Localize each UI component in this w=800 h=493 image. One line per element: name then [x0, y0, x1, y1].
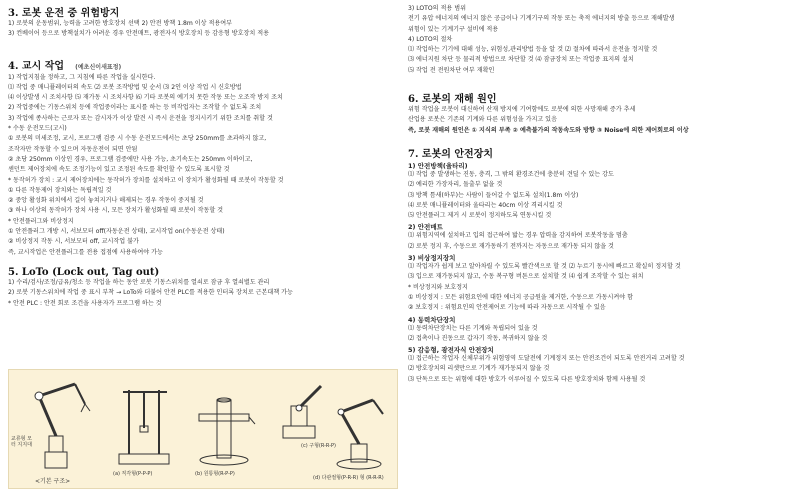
- sec6-line: 즉, 로봇 재해의 원인은 ① 지식의 부족 ② 예측불가의 작동속도와 방향 ③ Noise에 의한 제어회로의 이상: [408, 126, 689, 134]
- right-column: [408, 4, 796, 385]
- sec4-line: ② 비상정지 작동 시, 서보모터 off, 교시작업 불가: [8, 238, 139, 246]
- sec4-line: ① 안전플러그 개방 시, 서보모터 off(자동운전 상태), 교시작업 on(수동운전 상태): [8, 228, 225, 236]
- sec7-sub3: 3) 비상정지장치: [408, 254, 456, 263]
- sec7-line: ⑵ 예리한 가장자리, 돌출부 없을 것: [408, 181, 503, 189]
- sec4-line: ① 로봇의 미세조정, 교시, 프로그램 검증 시 수동 운전모드에서는 초당 250mm를 초과하지 않고,: [8, 135, 267, 143]
- sec4-line: * 안전플러그와 비상정지: [8, 217, 74, 225]
- loto-line: 4) LOTO의 절차: [408, 35, 453, 43]
- sec7-line: ⑵ 방호장치의 리셋만으로 기계가 재가동되지 않을 것: [408, 365, 550, 373]
- sec7-line: ⑵ 접촉이나 진동으로 갑자기 작동, 복귀하지 않을 것: [408, 334, 548, 342]
- sec7-line: ⑷ 로봇 매니퓰레이터와 울타리는 40cm 이상 격리시킬 것: [408, 201, 563, 209]
- sec4-line: ③ 하나 이상의 동작허가 장치 사용 시, 모든 장치가 활성화될 때 로봇이 작동할 것: [8, 207, 224, 215]
- section-6-heading: 6. 로봇의 재해 원인: [408, 94, 497, 106]
- loto-line: ⑴ 작업하는 기기에 대해 성능, 위험성,관리방법 등을 알 것 ⑵ 절차에 따라서 운전을 정지할 것: [408, 46, 658, 54]
- section-4-lines: [8, 73, 398, 258]
- caption-c: (c) 구형(R-R-P): [301, 443, 336, 449]
- sec5-line: 2) 로봇 기동스위치에 작업 중 표시 부착 → LoTo와 더불어 안전 PLC를 적용한 인터록 장치로 근본대책 가능: [8, 289, 293, 297]
- sec4-line: 조작자만 작동할 수 있으며 자동운전이 되면 안됨: [8, 145, 138, 153]
- sec6-line: 위험 작업을 로봇이 대신하여 산재 방지에 기여함에도 로봇에 의한 사망재해 증가 추세: [408, 106, 636, 114]
- sec4-line: 1) 작업지침을 정하고, 그 지침에 따른 작업을 실시한다.: [8, 73, 156, 81]
- section-4: [8, 54, 398, 73]
- loto-line: 전기 유압 에너지의 에너지 않은 공급이나 기계기구의 작동 또는 축적 에너지의 방출 등으로 재해발생: [408, 15, 675, 23]
- sec7-line: ⑶ 입으로 재가동되지 않고, 수동 복구형 버튼으로 설치할 것 ⑷ 쉽게 조작할 수 있는 위치: [408, 273, 644, 281]
- left-column: [8, 4, 398, 309]
- basic-structure-caption: <기본 구조>: [35, 478, 71, 485]
- sec7-line: ⑴ 작업자가 쉽게 보고 알아차릴 수 있도록 빨간색으로 할 것 ⑵ 누르기 동시에 빠르고 확실히 정지할 것: [408, 263, 681, 271]
- section-7-heading: 7. 로봇의 안전장치: [408, 148, 494, 160]
- sec4-line: * 수동 운전모드(고시): [8, 125, 67, 133]
- sec7-line: ⑴ 동력차단장치는 다른 기계와 독립되어 있을 것: [408, 324, 538, 332]
- sec7-line: ⑴ 접근하는 작업자 신체부위가 위험영역 도달전에 기계정지 또는 안전조건이 되도록 안전거리 고려할 것: [408, 355, 685, 363]
- spherical-robot-drawing: [271, 376, 327, 442]
- sec4-line: ⑴ 작업 중 매니퓰레이터의 속도 ⑵ 로봇 조작방법 및 순서 ⑶ 2인 이상 작업 시 신호방법: [8, 83, 242, 91]
- loto-continued: [408, 4, 796, 76]
- sec4-line: 즉, 교시작업은 안전플러그를 전용 접점에 사용하여야 가능: [8, 248, 163, 256]
- caption-d: (d) 다관절형(P-R-R) 형 (R-R-R): [313, 475, 384, 481]
- sec7-line: ① 비상정지 : 모든 위험요인에 대한 에너지 공급원을 제거한, 수동으로 가동시켜야 함: [408, 293, 634, 301]
- sec7-line: ⑶ 단독으로 또는 위험에 대한 방호가 이루어질 수 있도록 다른 방호장치와 함께 사용될 것: [408, 375, 646, 383]
- loto-line: 3) LOTO의 적용 범위: [408, 5, 466, 12]
- loto-line: ⑶ 에너지원 차단 등 물리적 방법으로 차단할 것 ⑷ 잠금장치 또는 작업중 표지의 설치: [408, 56, 634, 64]
- section-4-note: (예초신이새표정): [75, 63, 122, 71]
- section-4-heading: 4. 교시 작업: [8, 60, 65, 72]
- cylindrical-robot-drawing: [189, 380, 259, 468]
- loto-line: 위험이 있는 기계기구 설비에 적용: [408, 25, 499, 33]
- sec4-line: ⑷ 이상발생 시 조치사항 ⑸ 재가동 시 조치사항 ⑹ 기타 로봇의 예기치 못한 작동 또는 오조작 방지 조치: [8, 94, 283, 102]
- sec4-line: * 동작허가 장치 : 교시 제어장치에는 동작허가 장치를 설치하고 이 장치가 활성화될 때 로봇이 작동할 것: [8, 176, 284, 184]
- robot-structure-figure: [8, 369, 398, 489]
- sec7-sub2: 2) 안전매트: [408, 223, 443, 232]
- sec7-sub4: 4) 동력차단장치: [408, 315, 456, 324]
- sec6-line: 산업용 로봇은 기존의 기계와 다른 위험성을 가지고 있음: [408, 116, 557, 124]
- sec7-line: ⑶ 방책 틈새(하부)는 사람이 들어갈 수 없도록 설치(1.8m 이상): [408, 191, 579, 199]
- sec4-line: ① 다른 작동제어 장치와는 독립적일 것: [8, 186, 112, 194]
- sec7-line: ⑵ 로봇 정지 후, 수동으로 재가동하기 전까지는 자동으로 재가동 되지 않을 것: [408, 242, 614, 250]
- loto-line: ⑸ 작업 전 전원차단 여부 재확인: [408, 66, 495, 74]
- section-5-heading: 5. LoTo (Lock out, Tag out): [8, 266, 160, 278]
- basic-robot-arm-drawing: [15, 374, 97, 474]
- sec4-line: 2) 작업중에는 기동스위치 등에 작업중이라는 표시를 하는 등 비작업자는 조작할 수 없도록 조치: [8, 104, 262, 112]
- sec7-sub1: 1) 안전방책(울타리): [408, 161, 468, 170]
- sec4-line: ② 중앙 활성화 위치에서 길이 놓쳐지거나 해제되는 경우 작동이 중지될 것: [8, 197, 204, 205]
- sec5-line: * 안전 PLC : 안전 회로 조건을 사용자가 프로그램 하는 것: [8, 299, 162, 307]
- sec3-line: 3) 컨베이어 등으로 방책설치가 어려운 경우 안전매트, 광전자식 방호장치 등 감응형 방호장치 적용: [8, 30, 270, 38]
- sec3-line: 1) 로봇의 운동범위, 능력을 고려한 방호장치 선택 2) 안전 방책 1.8m 이상 적용여부: [8, 20, 233, 27]
- sec7-line: ⑸ 안전플러그 제거 시 로봇이 정지하도록 연동시킬 것: [408, 212, 552, 220]
- caption-a: (a) 직각형(P-P-P): [113, 471, 153, 477]
- sec7-line: * 비상정지와 보호정지: [408, 283, 468, 291]
- sec7-sub5: 5) 감응형, 광전자식 안전장치: [408, 346, 494, 355]
- sec4-line: 3) 작업에 종사하는 근로자 또는 감시자가 이상 발견 시 즉시 운전을 정지시키기 위한 조치를 취할 것: [8, 114, 273, 122]
- cartesian-robot-drawing: [109, 380, 179, 468]
- sec7-line: ⑴ 작업 중 발생하는 진동, 충격, 그 밖의 환경조건에 충분히 견딜 수 있는 강도: [408, 170, 614, 178]
- sec5-line: 1) 수리/검사/조정/급유/청소 등 작업을 하는 동안 로봇 기동스위치를 열쇠로 잠금 후 열쇠별도 관리: [8, 278, 270, 286]
- articulated-robot-drawing: [327, 390, 393, 472]
- sec7-line: ⑴ 위험지역에 설치하고 입의 접근하여 밟는 경우 압력을 감지하여 로봇작동을 멈춤: [408, 232, 628, 240]
- sec7-line: ② 보호정지 : 위험요인의 안전제어로 기능에 따라 자동으로 시작될 수 있음: [408, 304, 606, 312]
- sec4-line: 센던트 제어장치에 속도 조정기능이 있고 조정된 속도를 확인할 수 있도록 표시할 것: [8, 166, 230, 174]
- section-3-heading: 3. 로봇 운전 중 위험방지: [8, 8, 120, 19]
- side-label: 교류형 모터 지지대: [11, 436, 32, 448]
- sec4-line: ② 초당 250mm 이상인 경우, 프로그램 검증에만 사용 가능, 초기속도는 250mm 이하이고,: [8, 155, 253, 163]
- caption-b: (b) 원통형(R-P-P): [195, 471, 235, 477]
